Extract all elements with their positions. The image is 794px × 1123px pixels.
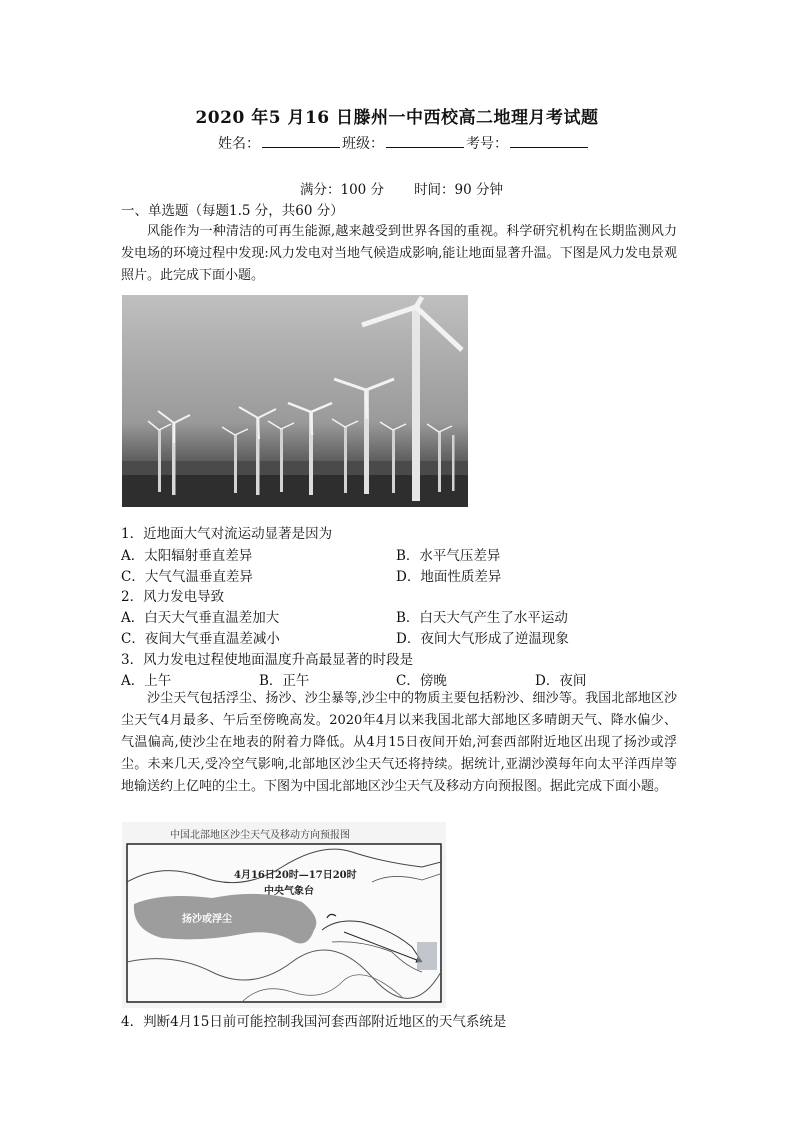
exam-meta xyxy=(300,178,503,198)
exam-no-blank xyxy=(510,133,588,148)
class-label: 班级： xyxy=(342,136,384,152)
map-illustration xyxy=(122,822,446,1008)
exam-no-label: 考号： xyxy=(466,136,508,152)
map-time-range: 4月16日20时—17日20时 xyxy=(234,870,357,881)
question-2-stem: 2．风力发电导致 xyxy=(121,589,225,605)
section-heading: 一、单选题（每题1.5 分，共60 分） xyxy=(121,203,344,219)
q1-option-b: B．水平气压差异 xyxy=(396,548,501,564)
question-1-stem: 1．近地面大气对流运动显著是因为 xyxy=(121,526,333,542)
class-blank xyxy=(386,133,464,148)
q3-option-d: D．夜间 xyxy=(535,673,587,689)
passage-wind-power: 风能作为一种清洁的可再生能源,越来越受到世界各国的重视。科学研究机构在长期监测风力发电场的环境过程中发现:风力发电对当地气候造成影响,能让地面显著升温。下图是风力发电景观照片。此完成下面小题。 xyxy=(121,224,677,283)
q1-option-a: A．太阳辐射垂直差异 xyxy=(121,548,253,564)
q1-option-c: C．大气气温垂直差异 xyxy=(121,569,253,585)
passage-dust-weather: 沙尘天气包括浮尘、扬沙、沙尘暴等,沙尘中的物质主要包括粉沙、细沙等。我国北部地区沙尘天气4月最多、午后至傍晚高发。2020年4月以来我国北部大部地区多晴朗天气、降水偏少、气温偏高,使沙尘在地表的附着力降低。从4月15日夜间开始,河套西部附近地区出现了扬沙或浮尘。未来几天,受冷空气影响,北部地区沙尘天气还将持续。据统计,亚湖沙漠每年向太平洋西岸等地输送约上亿吨的尘土。下图为中国北部地区沙尘天气及移动方向预报图。据此完成下面小题。 xyxy=(121,691,677,794)
wind-turbine-illustration xyxy=(122,295,468,507)
q2-option-a: A．白天大气垂直温差加大 xyxy=(121,610,280,626)
map-region-label: 扬沙或浮尘 xyxy=(182,914,232,925)
dust-forecast-map xyxy=(122,822,446,1008)
map-source: 中央气象台 xyxy=(264,886,314,897)
student-info-row xyxy=(218,133,590,153)
q1-option-d: D．地面性质差异 xyxy=(396,569,502,585)
wind-turbine-photo xyxy=(122,295,468,507)
full-score: 满分：100 分 xyxy=(300,182,385,198)
q2-option-d: D．夜间大气形成了逆温现象 xyxy=(396,631,569,647)
page-title: 2020 年5 月16 日滕州一中西校高二地理月考试题 xyxy=(195,108,599,128)
q3-option-a: A．上午 xyxy=(121,673,172,689)
map-title: 中国北部地区沙尘天气及移动方向预报图 xyxy=(170,830,350,841)
name-label: 姓名： xyxy=(218,136,260,152)
question-4-stem: 4．判断4月15日前可能控制我国河套西部附近地区的天气系统是 xyxy=(121,1014,507,1030)
q2-option-b: B．白天大气产生了水平运动 xyxy=(396,610,568,626)
question-3-stem: 3．风力发电过程使地面温度升高最显著的时段是 xyxy=(121,652,414,668)
q3-option-b: B．正午 xyxy=(259,673,310,689)
exam-time: 时间：90 分钟 xyxy=(414,182,504,198)
q3-option-c: C．傍晚 xyxy=(396,673,447,689)
name-blank xyxy=(262,133,340,148)
q2-option-c: C．夜间大气垂直温差减小 xyxy=(121,631,280,647)
